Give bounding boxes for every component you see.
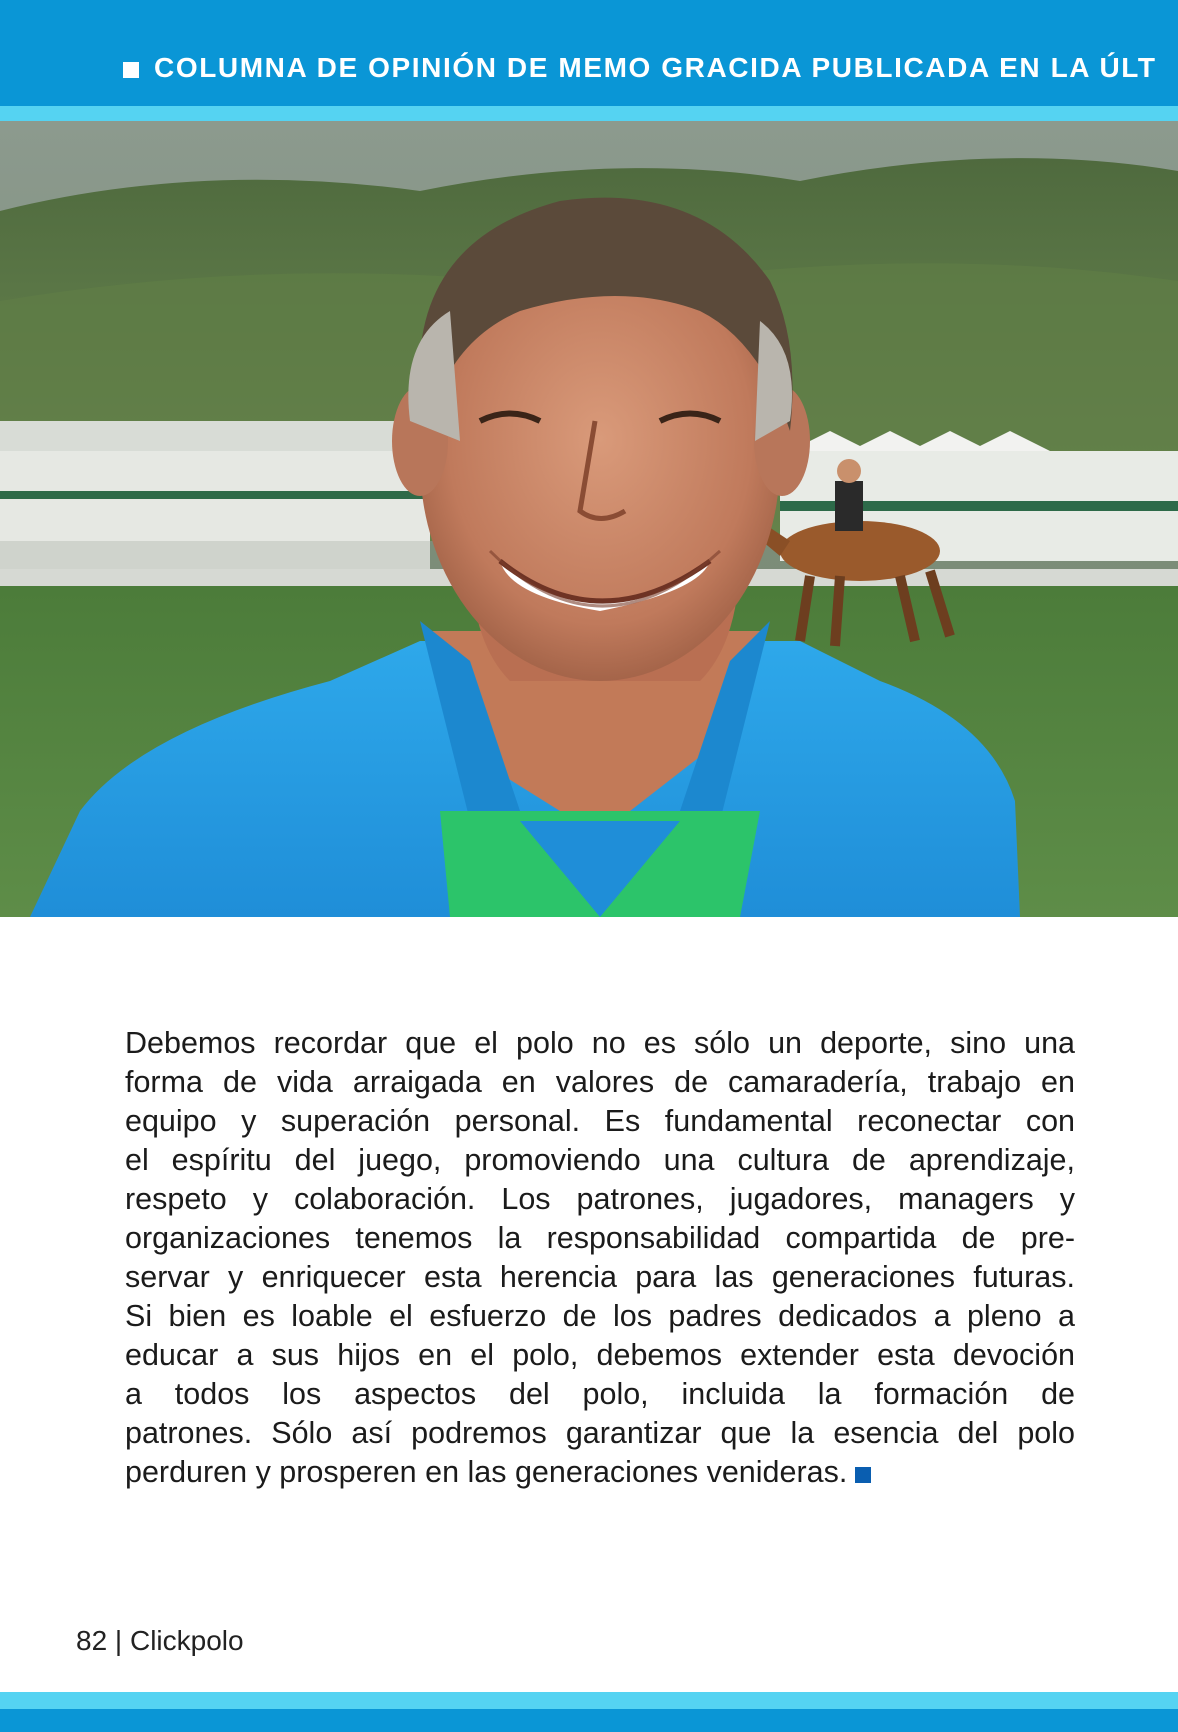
article-line: a todos los aspectos del polo, incluida la formación de (125, 1377, 1075, 1411)
article-line: educar a sus hijos en el polo, debemos extender esta devoción (125, 1338, 1075, 1372)
footer-stripe (0, 1692, 1178, 1709)
article-line: patrones. Sólo así podremos garantizar que la esencia del polo (125, 1416, 1075, 1450)
article-line: servar y enriquecer esta herencia para las generaciones futuras. (125, 1260, 1075, 1294)
article-line: equipo y superación personal. Es fundamental reconectar con (125, 1104, 1075, 1138)
header-stripe (0, 106, 1178, 121)
end-of-article-square (855, 1467, 871, 1483)
article-body (125, 1024, 1075, 1492)
article-line: forma de vida arraigada en valores de camaradería, trabajo en (125, 1065, 1075, 1099)
article-line: Debemos recordar que el polo no es sólo un deporte, sino una (125, 1026, 1075, 1060)
section-title: COLUMNA DE OPINIÓN DE MEMO GRACIDA PUBLICADA EN LA ÚLT (154, 52, 1157, 83)
article-line: Si bien es loable el esfuerzo de los padres dedicados a pleno a (125, 1299, 1075, 1333)
header-bullet-square (123, 62, 139, 78)
article-line: organizaciones tenemos la responsabilidad compartida de pre- (125, 1221, 1075, 1255)
article-line: respeto y colaboración. Los patrones, jugadores, managers y (125, 1182, 1075, 1216)
portrait-photo (0, 121, 1178, 917)
page-footer-label: 82 | Clickpolo (76, 1625, 244, 1656)
article-line-last (125, 1453, 1075, 1492)
footer-bar (0, 1709, 1178, 1732)
article-line-last-text: perduren y prosperen en las generaciones venideras. (125, 1455, 848, 1489)
article-line: el espíritu del juego, promoviendo una cultura de aprendizaje, (125, 1143, 1075, 1177)
